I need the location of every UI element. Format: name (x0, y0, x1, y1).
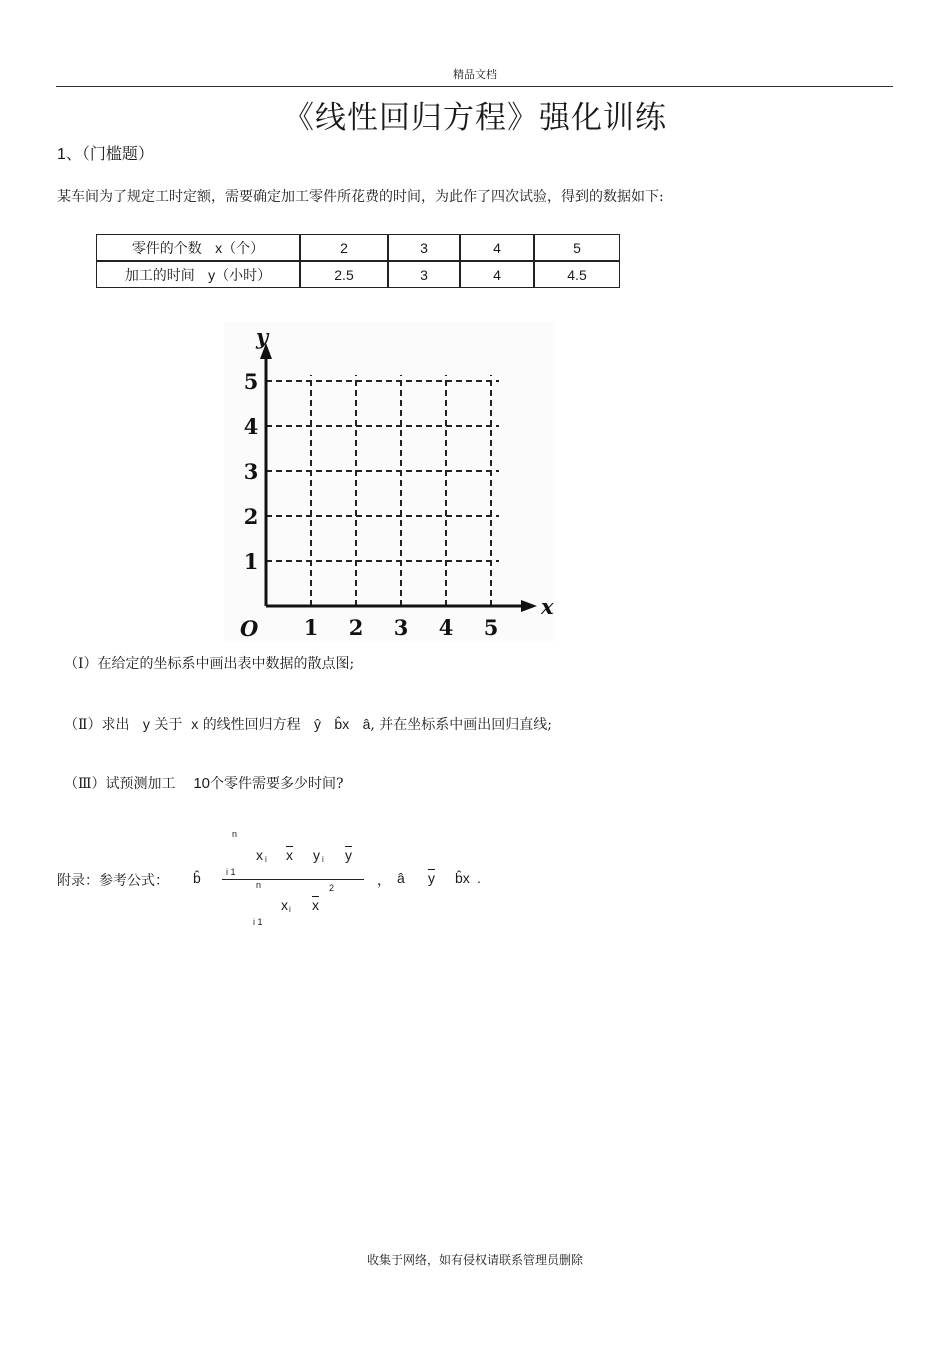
formula-b-hat: b̂ (193, 870, 201, 886)
formula-comma: ， (377, 872, 391, 888)
sum-lower-index: i 1 (226, 867, 236, 877)
table-cell: 4 (460, 261, 534, 288)
numerator-y: y (313, 847, 320, 863)
x-tick-label: 2 (348, 615, 364, 640)
sum-upper-n: n (232, 829, 238, 839)
numerator-x-sub: i (265, 855, 267, 864)
origin-label: O (240, 616, 259, 641)
fraction-bar (222, 879, 364, 880)
den-sum-upper-n: n (256, 880, 262, 890)
numerator-y-sub: i (322, 855, 324, 864)
x-axis-label: x (541, 594, 554, 619)
table-cell: 5 (534, 234, 620, 261)
row-header-x: 零件的个数 x（个） (96, 234, 300, 261)
part-2: （Ⅱ）求出 y 关于 x 的线性回归方程 ŷ b̂x â, 并在坐标系中画出回归直线; (64, 716, 552, 733)
den-sum-lower-index: i 1 (253, 917, 263, 927)
page-footer: 收集于网络，如有侵权请联系管理员删除 (366, 1253, 583, 1267)
page-header: 精品文档 (453, 68, 497, 81)
table-cell: 4 (460, 234, 534, 261)
y-tick-label: 2 (243, 504, 259, 529)
part-1: （Ⅰ）在给定的坐标系中画出表中数据的散点图; (64, 656, 355, 672)
x-tick-label: 3 (393, 615, 409, 640)
question-intro: 某车间为了规定工时定额，需要确定加工零件所花费的时间，为此作了四次试验，得到的数据如下: (57, 189, 664, 205)
table-cell: 2 (300, 234, 388, 261)
x-tick-label: 5 (483, 615, 499, 640)
y-tick-label: 3 (243, 459, 259, 484)
part-3: （Ⅲ）试预测加工 10个零件需要多少时间? (64, 775, 344, 792)
row-header-y: 加工的时间 y（小时） (96, 261, 300, 288)
formula-bx: b̂x (455, 870, 470, 886)
y-tick-label: 4 (243, 414, 259, 439)
numerator-y-bar: $\overline{y}$ (345, 847, 352, 863)
table-cell: 3 (388, 234, 460, 261)
document-title: 《线性回归方程》强化训练 (283, 100, 667, 136)
question-tag: （门槛题） (81, 144, 154, 163)
question-number: 1、 (57, 146, 82, 163)
y-tick-label: 1 (243, 549, 259, 574)
table-cell: 3 (388, 261, 460, 288)
table-cell: 4.5 (534, 261, 620, 288)
formula-label: 附录：参考公式： (57, 873, 169, 889)
denominator-square: 2 (329, 883, 335, 893)
formula-period: . (477, 870, 481, 886)
denominator-x-bar: $\overline{x}$ (312, 897, 319, 913)
formula-y-bar: $\overline{y}$ (428, 870, 435, 886)
denominator-x: x (281, 897, 288, 913)
table-cell: 2.5 (300, 261, 388, 288)
y-tick-label: 5 (243, 369, 259, 394)
formula-a-hat: â (397, 870, 405, 886)
numerator-x-bar: $\overline{x}$ (286, 847, 293, 863)
denominator-x-sub: i (289, 905, 291, 914)
numerator-x: x (256, 847, 263, 863)
x-tick-label: 1 (303, 615, 319, 640)
y-axis-label: y (256, 324, 269, 349)
x-tick-label: 4 (438, 615, 454, 640)
